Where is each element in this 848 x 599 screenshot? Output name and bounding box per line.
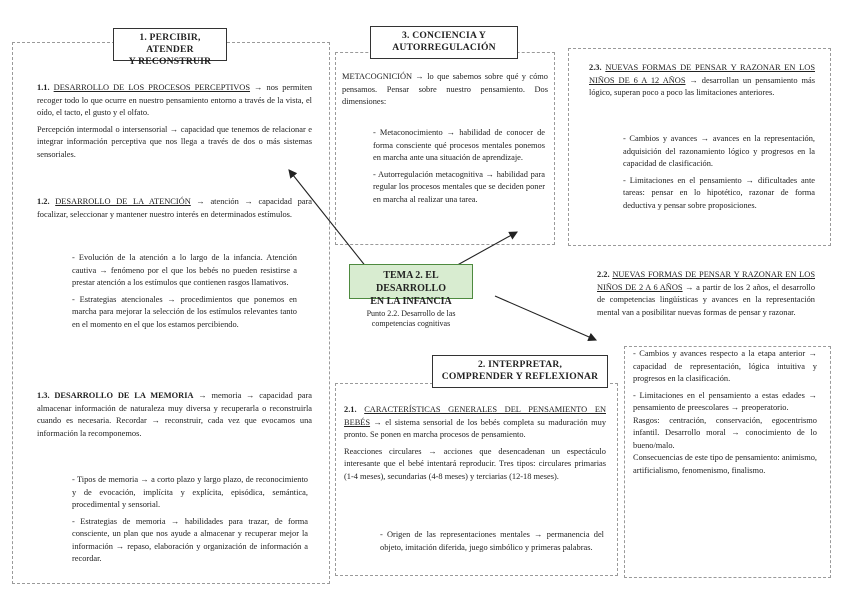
section1-12-bullets: [72, 252, 297, 335]
p11-head: 1.1.: [37, 83, 50, 92]
section2-text: [344, 404, 606, 487]
section1-title-line2: Y RECONSTRUIR: [128, 56, 212, 67]
p13-bullet2: - Estrategias de memoria → habilidades para trazar, de forma consciente, un plan que nos ayude a almacenar y recuperar mejor la información → repaso, elaboración y organización de información a recordar.: [72, 516, 308, 563]
section2-title-line2: COMPRENDER Y REFLEXIONAR: [441, 371, 599, 382]
section23-bullets: [623, 133, 815, 216]
p11-title: DESARROLLO DE LOS PROCESOS PERCEPTIVOS: [53, 83, 251, 92]
s22-bullet2: - Limitaciones en el pensamiento a estas edades → pensamiento de preescolares → preoperatorio.: [633, 390, 817, 412]
section22-bullets: [633, 348, 817, 481]
section2-title: [432, 355, 608, 388]
s23-title: NUEVAS FORMAS DE PENSAR Y RAZONAR EN LOS NIÑOS DE 6 A 12 AÑOS: [589, 63, 816, 85]
subtopic-note-line2: competencias cognitivas: [371, 319, 451, 328]
section3-bullet1: - Metaconocimiento → habilidad de conocer de forma consciente qué procesos mentales ponemos en marcha ante una situación de aprendizaje.: [373, 128, 545, 162]
section1-title: [113, 28, 227, 67]
subtopic-note: [343, 309, 479, 329]
p11-extra: Percepción intermodal o intersensorial → capacidad que tenemos de relacionar e integrar información perceptiva que nos llega a través de dos o más sistemas sensoriales.: [37, 124, 312, 159]
section3-title-line1: 3. CONCIENCIA Y: [402, 30, 486, 41]
section1-11: [37, 82, 312, 165]
central-topic: [349, 264, 473, 307]
arrow-to-section3: [452, 232, 517, 268]
s23-text: → desarrollan un pensamiento más lógico, superan poco a poco las limitaciones anteriores.: [589, 75, 816, 97]
section22-text: [597, 269, 815, 323]
s21-bullet1: - Origen de las representaciones mentales → permanencia del objeto, imitación diferida, juego simbólico y primeras palabras.: [380, 530, 604, 552]
section3-bullets: [373, 127, 545, 210]
section1-13: [37, 390, 312, 444]
s22-bullet3: Rasgos: centración, conservación, egocentrismo infantil. Desarrollo moral → conocimiento de lo bueno/malo.: [633, 415, 817, 450]
s22-bullet4: Consecuencias de este tipo de pensamiento: animismo, artificialismo, fenomenismo, finalismo.: [633, 453, 817, 475]
section2-bullets: [380, 529, 604, 558]
s22-title: NUEVAS FORMAS DE PENSAR Y RAZONAR EN LOS NIÑOS DE 2 A 6 AÑOS: [597, 270, 816, 292]
s21-text: → el sistema sensorial de los bebés completa su maduración muy pronto. Se ponen en marcha procesos de pensamiento.: [344, 417, 607, 439]
subtopic-note-line1: Punto 2.2. Desarrollo de las: [366, 309, 456, 318]
s21-title: CARACTERÍSTICAS GENERALES DEL PENSAMIENTO EN BEBÉS: [344, 405, 606, 427]
s23-head: 2.3.: [589, 63, 602, 72]
s22-bullet1: - Cambios y avances respecto a la etapa anterior → capacidad de representación, lógica intuitiva y progresos en la clasificación.: [633, 349, 817, 383]
s21-head: 2.1.: [344, 405, 357, 414]
section3-intro-text: METACOGNICIÓN → lo que sabemos sobre qué y cómo pensamos. Pensar sobre nuestro pensamiento. Dos dimensiones:: [342, 72, 548, 106]
p13-head: 1.3. DESARROLLO DE LA MEMORIA: [37, 391, 194, 400]
s22-text: → a partir de los 2 años, el desarrollo de competencias lingüísticas y avances en la representación mental van a posibilitar nuevas formas de pensar y razonar.: [597, 282, 816, 317]
p12-bullet1: - Evolución de la atención a lo largo de la infancia. Atención cautiva → fenómeno por el que los bebés no pueden resistirse a prestar atención a los estímulos que contienen rasgos llamativos.: [72, 253, 297, 287]
p12-text: → atención → capacidad para focalizar, seleccionar y mantener nuestro interés en determinados estímulos.: [37, 197, 312, 219]
section3-title: [370, 26, 518, 59]
p11-text: → nos permiten recoger todo lo que ocurre en nuestro pensamiento entorno a través de la vista, el oído, el tacto, el gusto y el olfato.: [37, 83, 313, 117]
central-topic-line2: EN LA INFANCIA: [370, 296, 452, 307]
s21-para2: Reacciones circulares → acciones que desencadenan un espectáculo interesante que el bebé intentará reproducir. Tres tipos: circulares primarias (1-4 meses), secundarias (4-8 meses) y terciarias (12-18 meses).: [344, 446, 606, 481]
arrow-to-section22: [495, 296, 596, 340]
section1-12: [37, 196, 312, 225]
section3-bullet2: - Autorregulación metacognitiva → habilidad para regular los procesos mentales que se deciden poner en marcha al realizar una tarea.: [373, 169, 545, 204]
s22-head: 2.2.: [597, 270, 610, 279]
section3-title-line2: AUTORREGULACIÓN: [392, 42, 496, 53]
section3-intro: [342, 71, 548, 113]
s23-bullet2: - Limitaciones en el pensamiento → dificultades ante tareas: pensar en lo hipotético, razonar de forma deductiva y pensar sobre proposiciones.: [623, 175, 815, 210]
p13-bullet1: - Tipos de memoria → a corto plazo y largo plazo, de reconocimiento y de evocación, implícita y explícita, episódica, semántica, procedimental y sensorial.: [72, 475, 308, 509]
central-topic-line1: TEMA 2. EL DESARROLLO: [375, 270, 446, 294]
p12-title: DESARROLLO DE LA ATENCIÓN: [55, 197, 191, 206]
s23-bullet1: - Cambios y avances → avances en la representación, adquisición del razonamiento lógico y progresos en la capacidad de clasificación.: [623, 134, 815, 168]
section1-13-bullets: [72, 474, 308, 570]
p12-head: 1.2.: [37, 197, 50, 206]
section23-text: [589, 62, 815, 104]
p13-text: → memoria → capacidad para almacenar información de naturaleza muy diversa y recuperarla o reconstruirla cuando es necesaria. Recordar → reconstruir, cada vez que evocamos una información la recomponemos.: [37, 391, 312, 438]
p12-bullet2: - Estrategias atencionales → procedimientos que ponemos en marcha para mejorar la selección de los estímulos relevantes tanto en el momento en el que los estamos percibiendo.: [72, 294, 297, 329]
section2-title-line1: 2. INTERPRETAR,: [477, 359, 563, 370]
section1-title-line1: 1. PERCIBIR, ATENDER: [139, 32, 201, 55]
